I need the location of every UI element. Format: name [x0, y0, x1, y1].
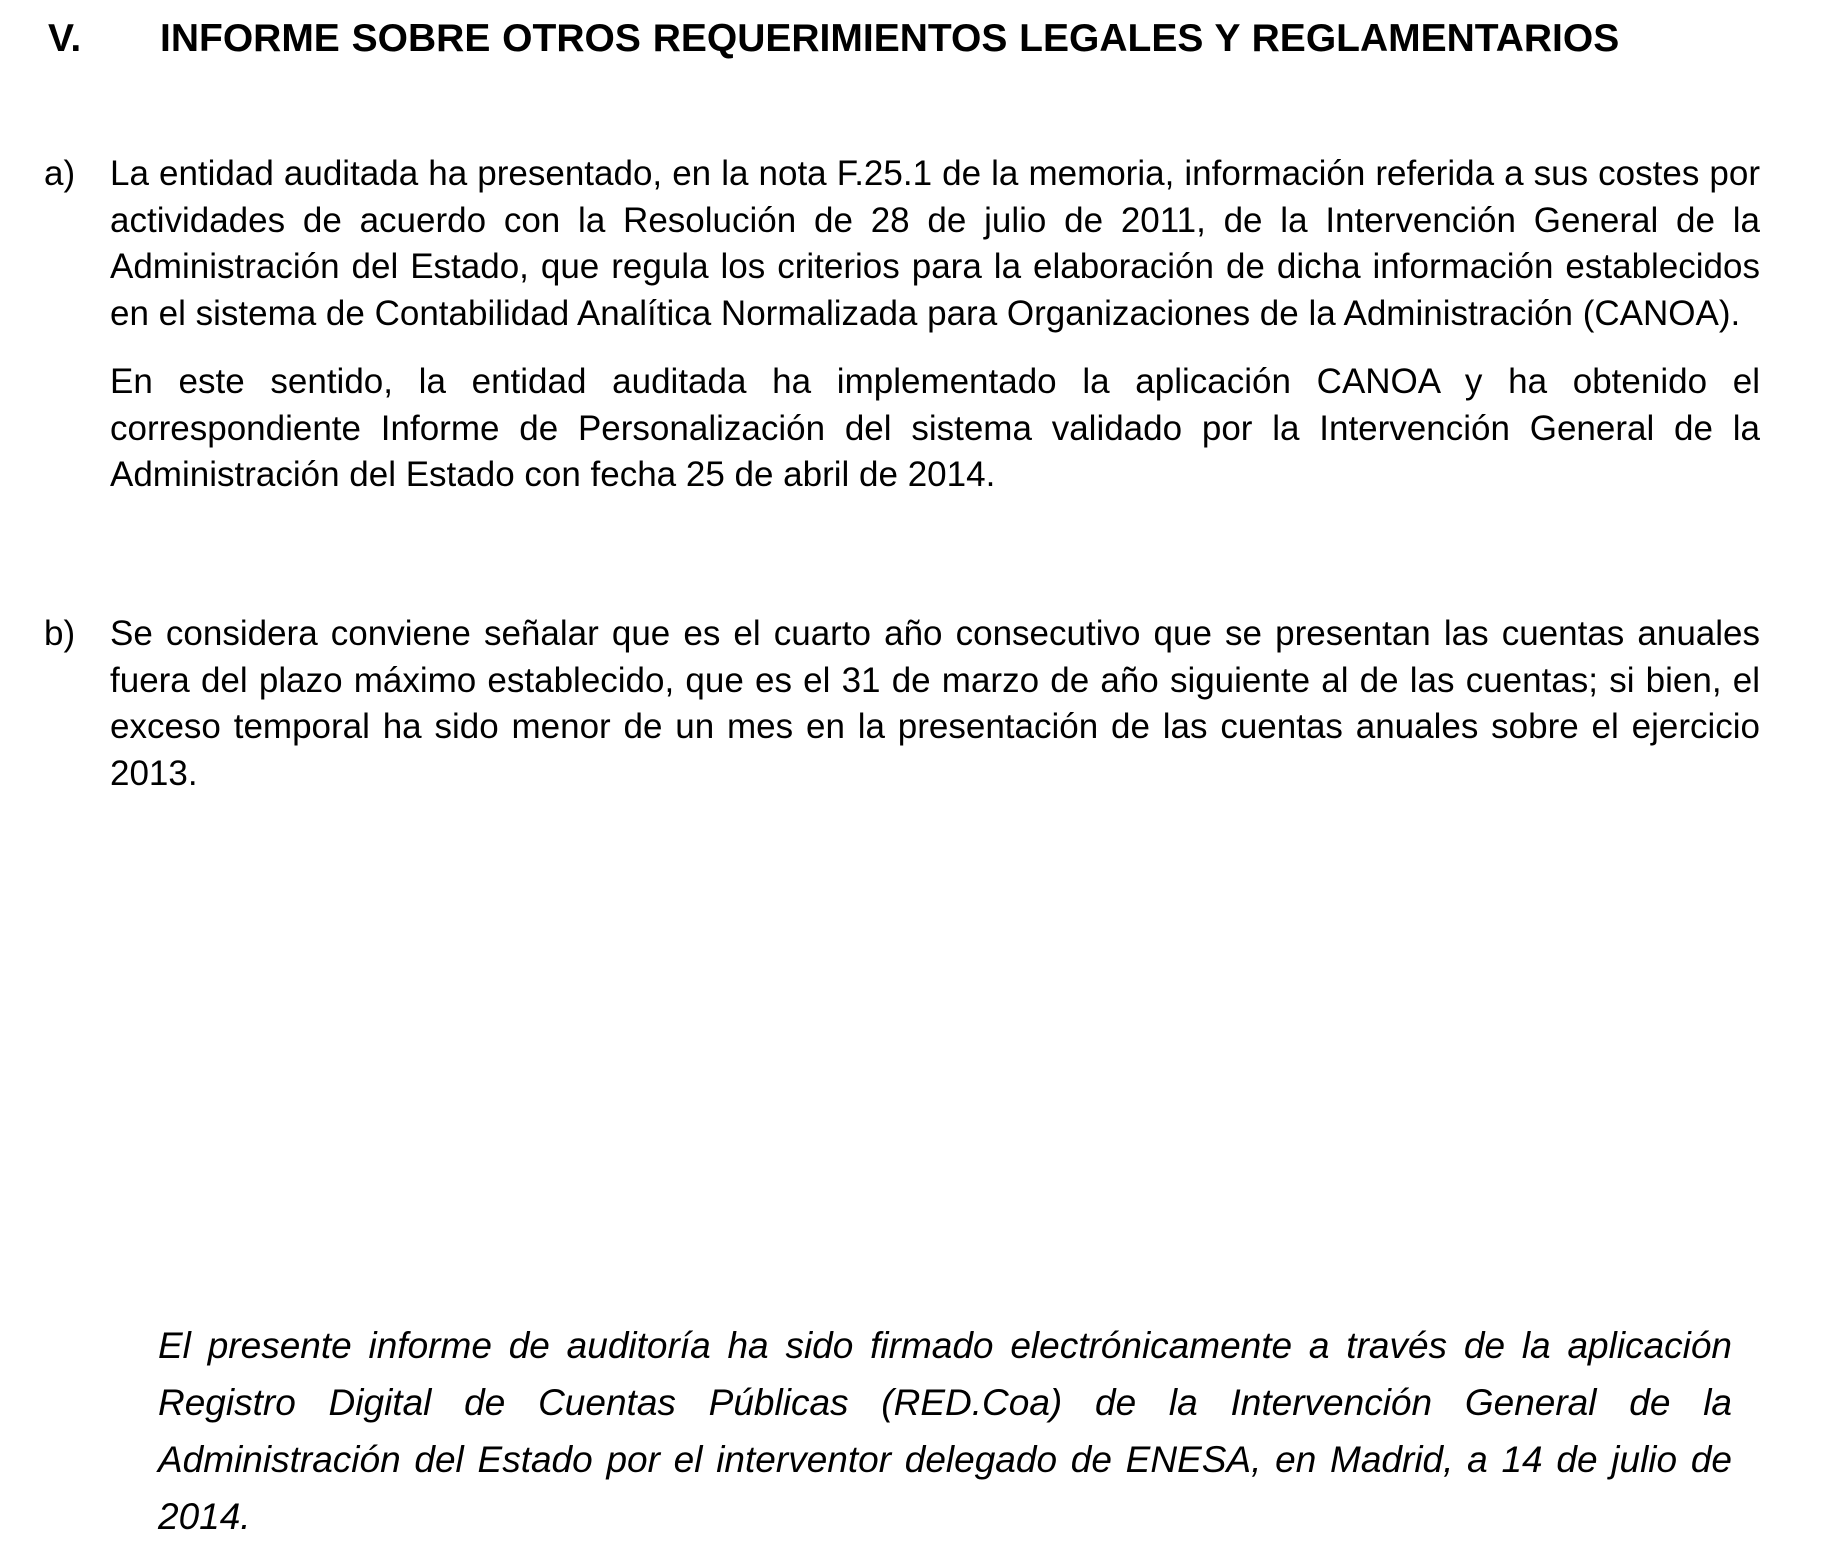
paragraph-b-1: Se considera conviene señalar que es el cuarto año consecutivo que se presentan las cuentas anuales fuera del plazo máximo establecido, que es el 31 de marzo de año siguiente al de las cuentas; si bien, el exceso temporal ha sido menor de un mes en la presentación de las cuentas anuales sobre el ejercicio 2013.	[110, 614, 1760, 793]
list-item-a-body	[110, 151, 1760, 499]
list-item-b-body	[110, 611, 1760, 797]
paragraph-a-2: En este sentido, la entidad auditada ha implementado la aplicación CANOA y ha obtenido el correspondiente Informe de Personalización del sistema validado por la Intervención General de la Administración del Estado con fecha 25 de abril de 2014.	[110, 362, 1760, 494]
signature-note: El presente informe de auditoría ha sido firmado electrónicamente a través de la aplicación Registro Digital de Cuentas Públicas (RED.Coa) de la Intervención General de la Administración del Estado por el interventor delegado de ENESA, en Madrid, a 14 de julio de 2014.	[158, 1325, 1732, 1537]
section-number: V.	[48, 17, 82, 60]
list-marker-a: a)	[44, 154, 76, 193]
paragraph-a-1: La entidad auditada ha presentado, en la nota F.25.1 de la memoria, información referida a sus costes por actividades de acuerdo con la Resolución de 28 de julio de 2011, de la Intervención General de la Administración del Estado, que regula los criterios para la elaboración de dicha información establecidos en el sistema de Contabilidad Analítica Normalizada para Organizaciones de la Administración (CANOA).	[110, 154, 1760, 333]
list-item-b	[44, 611, 1760, 797]
section-heading	[48, 14, 1768, 64]
list-item-a	[44, 151, 1760, 499]
section-title: INFORME SOBRE OTROS REQUERIMIENTOS LEGALES Y REGLAMENTARIOS	[160, 17, 1620, 60]
list-marker-b: b)	[44, 614, 76, 653]
